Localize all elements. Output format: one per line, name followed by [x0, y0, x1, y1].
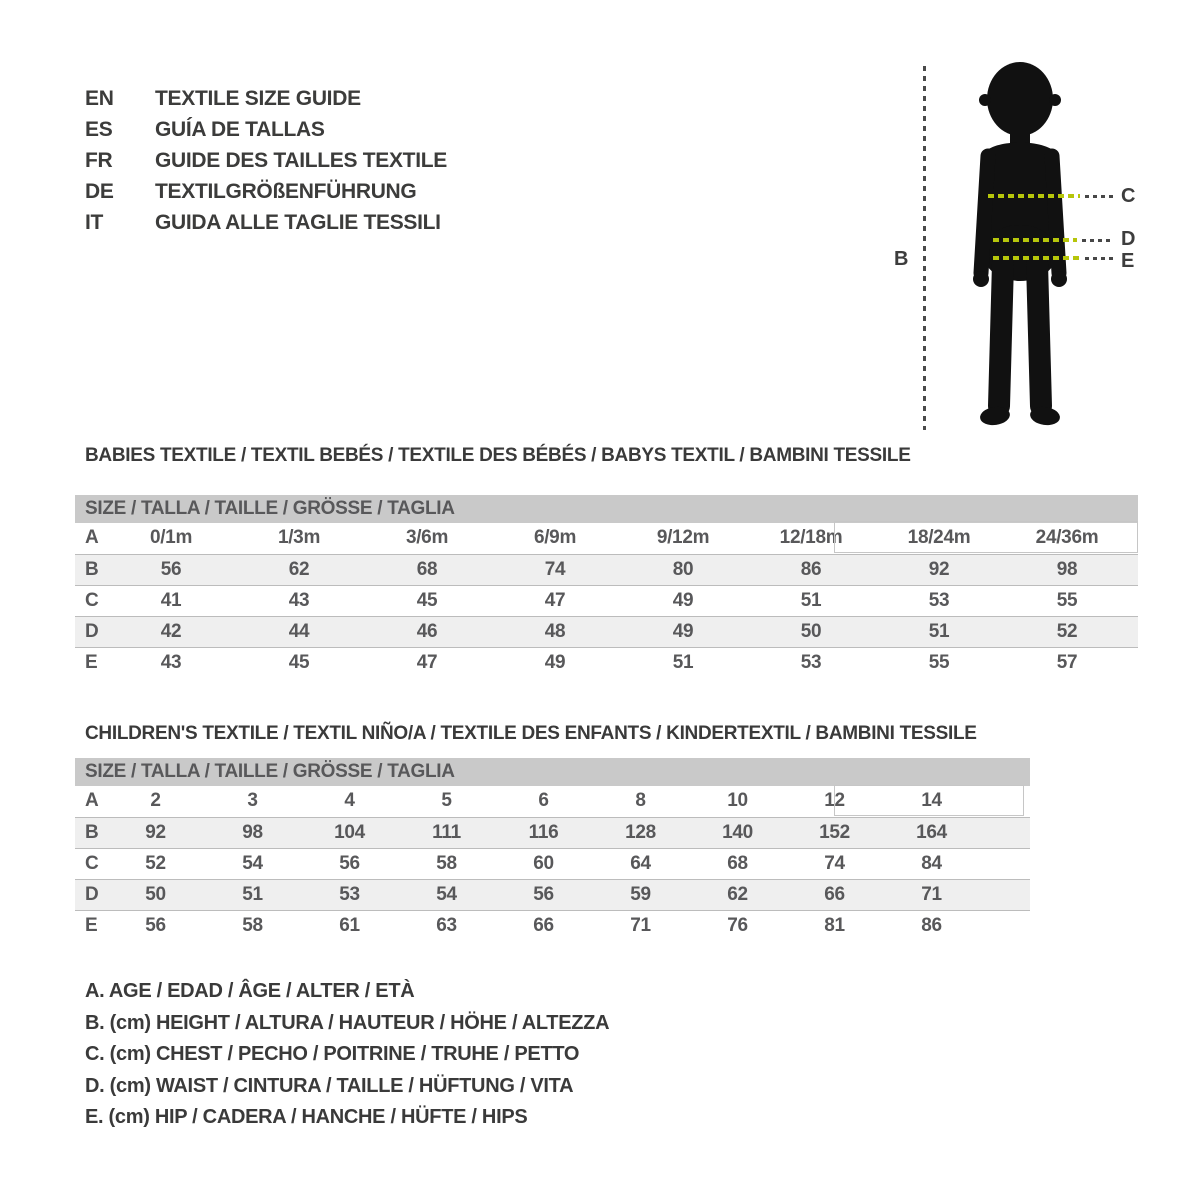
table-cell: 24/36m	[1035, 527, 1099, 548]
table-cell: 164	[916, 822, 947, 843]
child-silhouette-icon	[945, 48, 1095, 438]
height-measure-label: B	[894, 248, 909, 270]
lang-title: TEXTILE SIZE GUIDE	[155, 87, 361, 110]
lang-row-it	[85, 207, 447, 238]
table-cell: 59	[630, 884, 651, 905]
table-cell: 2	[150, 790, 161, 811]
waist-measure-line	[993, 238, 1077, 242]
row-label: A	[85, 790, 99, 811]
row-label: A	[85, 527, 99, 548]
table-cell: 12/18m	[779, 527, 843, 548]
table-cell: 66	[533, 915, 554, 936]
table-cell: 43	[160, 652, 182, 673]
table-cell: 47	[544, 590, 566, 611]
table-cell: 63	[436, 915, 457, 936]
table-cell: 51	[672, 652, 694, 673]
lang-code: IT	[85, 211, 104, 234]
table-cell: 48	[544, 621, 566, 642]
lang-row-en	[85, 83, 447, 114]
table-cell: 140	[722, 822, 753, 843]
table-cell: 53	[800, 652, 822, 673]
lang-code: ES	[85, 118, 113, 141]
table-cell: 55	[1056, 590, 1078, 611]
table-cell: 66	[824, 884, 845, 905]
table-cell: 76	[727, 915, 748, 936]
measurement-legend	[85, 976, 609, 1134]
table-cell: 58	[436, 853, 457, 874]
table-cell: 55	[928, 652, 950, 673]
table-cell: 18/24m	[907, 527, 971, 548]
row-label: D	[85, 621, 99, 642]
hip-measure-label: E	[1121, 250, 1135, 272]
table-cell: 50	[800, 621, 822, 642]
table-cell: 3/6m	[405, 527, 449, 548]
table-cell: 64	[630, 853, 651, 874]
table-cell: 128	[625, 822, 656, 843]
children-size-highlight-box	[834, 785, 1024, 816]
table-cell: 56	[533, 884, 554, 905]
table-cell: 57	[1056, 652, 1078, 673]
table-cell: 44	[288, 621, 310, 642]
table-cell: 86	[800, 559, 822, 580]
table-row-b	[75, 817, 1030, 848]
table-cell: 50	[145, 884, 166, 905]
table-cell: 46	[416, 621, 438, 642]
table-cell: 81	[824, 915, 845, 936]
table-cell: 86	[921, 915, 942, 936]
height-measure-line	[923, 66, 926, 430]
lang-row-es	[85, 114, 447, 145]
table-cell: 49	[672, 590, 694, 611]
lang-title: TEXTILGRÖßENFÜHRUNG	[155, 180, 417, 203]
chest-measure-line	[988, 194, 1080, 198]
table-cell: 49	[544, 652, 566, 673]
table-cell: 51	[242, 884, 263, 905]
table-cell: 9/12m	[656, 527, 710, 548]
legend-line-chest: C. (cm) CHEST / PECHO / POITRINE / TRUHE / PETTO	[85, 1043, 580, 1065]
table-cell: 42	[160, 621, 182, 642]
table-cell: 1/3m	[277, 527, 321, 548]
table-cell: 12	[824, 790, 845, 811]
table-row-d	[75, 616, 1138, 647]
table-cell: 10	[727, 790, 748, 811]
lang-code: EN	[85, 87, 114, 110]
table-cell: 56	[339, 853, 360, 874]
children-section-heading: CHILDREN'S TEXTILE / TEXTIL NIÑO/A / TEXTILE DES ENFANTS / KINDERTEXTIL / BAMBINI TESSILE	[85, 723, 977, 744]
table-row-e	[75, 647, 1138, 678]
table-cell: 43	[288, 590, 310, 611]
babies-size-highlight-box	[834, 521, 1138, 553]
language-title-list	[85, 83, 447, 238]
row-label: B	[85, 559, 99, 580]
legend-line-age: A. AGE / EDAD / ÂGE / ALTER / ETÀ	[85, 980, 415, 1002]
legend-line-height: B. (cm) HEIGHT / ALTURA / HAUTEUR / HÖHE / ALTEZZA	[85, 1011, 610, 1034]
table-cell: 61	[339, 915, 360, 936]
table-cell: 56	[160, 559, 182, 580]
table-cell: 6/9m	[533, 527, 577, 548]
row-label: E	[85, 652, 98, 673]
table-cell: 92	[145, 822, 166, 843]
table-cell: 4	[344, 790, 355, 811]
table-cell: 98	[1056, 559, 1078, 580]
table-cell: 68	[727, 853, 748, 874]
table-cell: 111	[432, 822, 461, 843]
table-cell: 51	[928, 621, 950, 642]
hip-measure-line	[993, 256, 1079, 260]
waist-leader-line	[1082, 239, 1113, 242]
table-cell: 68	[416, 559, 438, 580]
table-row-b	[75, 554, 1138, 585]
waist-measure-label: D	[1121, 228, 1136, 250]
table-row-c	[75, 585, 1138, 616]
table-cell: 74	[544, 559, 566, 580]
row-label: C	[85, 590, 99, 611]
table-cell: 71	[921, 884, 942, 905]
lang-code: DE	[85, 180, 114, 203]
table-cell: 84	[921, 853, 942, 874]
table-header: SIZE / TALLA / TAILLE / GRÖSSE / TAGLIA	[75, 758, 1030, 786]
table-row-c	[75, 848, 1030, 879]
table-cell: 49	[672, 621, 694, 642]
lang-code: FR	[85, 149, 113, 172]
table-cell: 45	[288, 652, 310, 673]
row-label: D	[85, 884, 99, 905]
row-label: C	[85, 853, 99, 874]
lang-row-fr	[85, 145, 447, 176]
table-cell: 3	[247, 790, 258, 811]
table-cell: 52	[145, 853, 166, 874]
chest-leader-line	[1085, 195, 1113, 198]
table-cell: 71	[630, 915, 651, 936]
table-cell: 62	[727, 884, 748, 905]
table-cell: 52	[1056, 621, 1078, 642]
table-cell: 56	[145, 915, 166, 936]
lang-title: GUÍA DE TALLAS	[155, 118, 325, 141]
table-cell: 62	[288, 559, 310, 580]
table-cell: 14	[921, 790, 942, 811]
table-cell: 47	[416, 652, 438, 673]
table-row-d	[75, 879, 1030, 910]
table-cell: 74	[824, 853, 845, 874]
legend-line-waist: D. (cm) WAIST / CINTURA / TAILLE / HÜFTUNG / VITA	[85, 1074, 574, 1097]
table-cell: 152	[819, 822, 850, 843]
table-row-e	[75, 910, 1030, 941]
table-cell: 58	[242, 915, 263, 936]
table-cell: 104	[334, 822, 365, 843]
table-cell: 45	[416, 590, 438, 611]
table-cell: 60	[533, 853, 554, 874]
table-cell: 80	[672, 559, 694, 580]
table-cell: 54	[436, 884, 457, 905]
table-cell: 53	[339, 884, 360, 905]
table-cell: 5	[441, 790, 452, 811]
lang-row-de	[85, 176, 447, 207]
chest-measure-label: C	[1121, 185, 1136, 207]
row-label: B	[85, 822, 99, 843]
table-cell: 8	[635, 790, 646, 811]
table-cell: 98	[242, 822, 263, 843]
table-cell: 53	[928, 590, 950, 611]
table-cell: 54	[242, 853, 263, 874]
table-cell: 51	[800, 590, 822, 611]
babies-section-heading: BABIES TEXTILE / TEXTIL BEBÉS / TEXTILE DES BÉBÉS / BABYS TEXTIL / BAMBINI TESSILE	[85, 445, 911, 466]
table-cell: 41	[160, 590, 182, 611]
lang-title: GUIDA ALLE TAGLIE TESSILI	[155, 211, 441, 234]
table-cell: 92	[928, 559, 950, 580]
table-cell: 0/1m	[149, 527, 193, 548]
table-cell: 116	[528, 822, 559, 843]
table-header: SIZE / TALLA / TAILLE / GRÖSSE / TAGLIA	[75, 495, 1138, 523]
table-cell: 6	[538, 790, 549, 811]
legend-line-hip: E. (cm) HIP / CADERA / HANCHE / HÜFTE / HIPS	[85, 1106, 528, 1128]
lang-title: GUIDE DES TAILLES TEXTILE	[155, 149, 447, 172]
hip-leader-line	[1085, 257, 1113, 260]
row-label: E	[85, 915, 98, 936]
